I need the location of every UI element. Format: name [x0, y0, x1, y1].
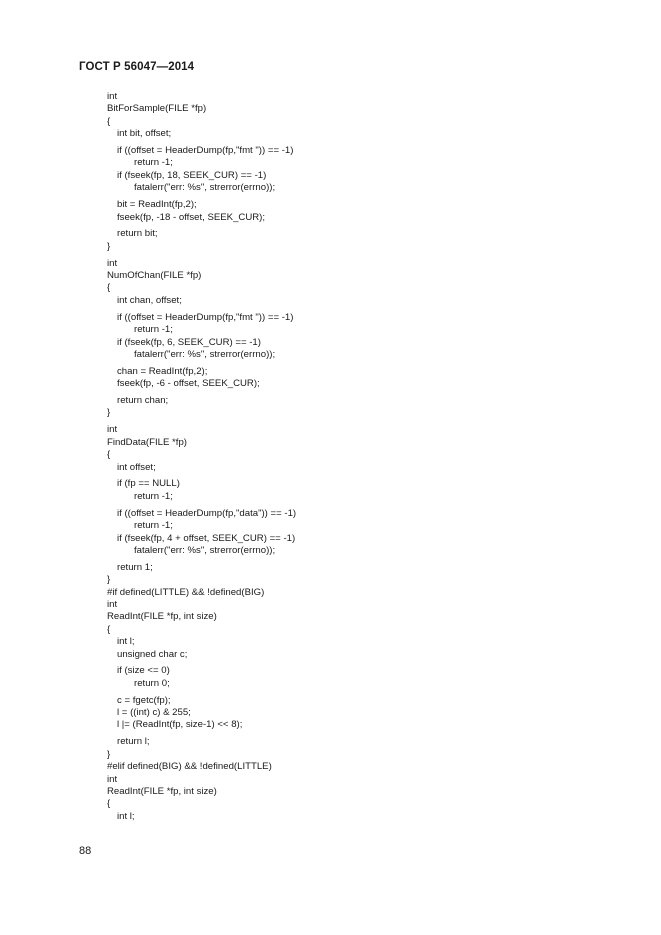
code-line: if ((offset = HeaderDump(fp,"fmt ")) == -1): [117, 311, 294, 323]
code-line: l |= (ReadInt(fp, size-1) << 8);: [117, 719, 243, 731]
code-line: bit = ReadInt(fp,2);: [117, 199, 197, 211]
code-line: return bit;: [117, 228, 158, 240]
code-line: fseek(fp, -18 - offset, SEEK_CUR);: [117, 211, 266, 223]
code-line: {: [107, 798, 111, 810]
code-line: ReadInt(FILE *fp, int size): [107, 611, 217, 623]
code-line: fseek(fp, -6 - offset, SEEK_CUR);: [117, 378, 260, 390]
code-line: NumOfChan(FILE *fp): [107, 270, 202, 282]
code-line: int: [107, 424, 118, 436]
code-line: if (fseek(fp, 4 + offset, SEEK_CUR) == -1): [117, 532, 296, 544]
code-line: FindData(FILE *fp): [107, 436, 187, 448]
code-listing: [107, 91, 557, 823]
code-line: }: [107, 407, 111, 419]
code-line: ReadInt(FILE *fp, int size): [107, 785, 217, 797]
code-line: int offset;: [117, 461, 156, 473]
code-line: return 0;: [134, 677, 170, 689]
code-line: {: [107, 282, 111, 294]
code-line: #elif defined(BIG) && !defined(LITTLE): [107, 761, 272, 773]
code-line: return 1;: [117, 561, 153, 573]
code-line: if ((offset = HeaderDump(fp,"data")) == -1): [117, 507, 297, 519]
code-line: return -1;: [134, 490, 173, 502]
page-header-standard: ГОСТ Р 56047—2014: [79, 61, 195, 73]
code-line: int: [107, 257, 118, 269]
code-line: return -1;: [134, 324, 173, 336]
code-line: int: [107, 91, 118, 102]
code-line: l = ((int) c) & 255;: [117, 707, 191, 719]
code-line: fatalerr("err: %s", strerror(errno));: [134, 348, 276, 360]
code-line: return -1;: [134, 157, 173, 169]
code-line: return -1;: [134, 520, 173, 532]
code-line: int: [107, 598, 118, 610]
code-line: }: [107, 240, 111, 252]
code-line: if ((offset = HeaderDump(fp,"fmt ")) == -1): [117, 145, 294, 157]
code-line: fatalerr("err: %s", strerror(errno));: [134, 544, 276, 556]
code-line: BitForSample(FILE *fp): [107, 103, 207, 115]
code-line: int chan, offset;: [117, 294, 182, 306]
code-line: int l;: [117, 810, 135, 822]
code-line: int: [107, 773, 118, 785]
code-line: fatalerr("err: %s", strerror(errno));: [134, 182, 276, 194]
code-line: }: [107, 574, 111, 586]
code-line: if (fseek(fp, 6, SEEK_CUR) == -1): [117, 336, 261, 348]
code-line: return l;: [117, 736, 150, 748]
code-line: if (fseek(fp, 18, SEEK_CUR) == -1): [117, 169, 267, 181]
code-line: if (size <= 0): [117, 665, 170, 677]
code-line: {: [107, 115, 111, 127]
page-number: 88: [79, 845, 92, 857]
code-line: int bit, offset;: [117, 128, 172, 140]
code-line: if (fp == NULL): [117, 478, 180, 490]
code-line: {: [107, 623, 111, 635]
code-line: c = fgetc(fp);: [117, 694, 171, 706]
code-line: }: [107, 748, 111, 760]
code-line: int l;: [117, 636, 135, 648]
code-line: return chan;: [117, 395, 169, 407]
code-line: chan = ReadInt(fp,2);: [117, 365, 208, 377]
code-line: #if defined(LITTLE) && !defined(BIG): [107, 586, 265, 598]
code-line: {: [107, 449, 111, 461]
code-line: unsigned char c;: [117, 648, 188, 660]
